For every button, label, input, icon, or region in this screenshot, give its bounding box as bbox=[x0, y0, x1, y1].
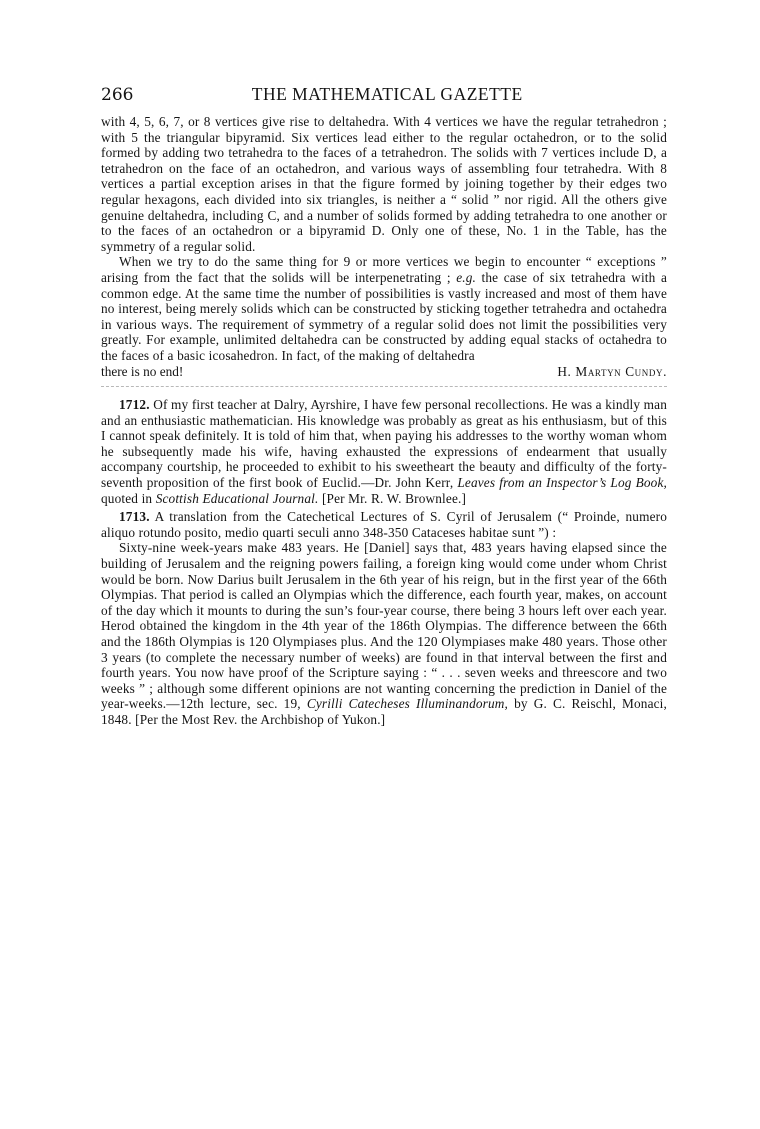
note-1713-intro-text: A translation from the Catechetical Lectures of S. Cyril of Jerusalem (“ Proinde, numero aliquo rotundo posito, medio quarti seculi anno 348-350 Cataceses habitae sunt ”) : bbox=[101, 509, 667, 540]
page-number: 266 bbox=[101, 85, 134, 105]
author-signature: H. Martyn Cundy. bbox=[557, 363, 667, 379]
note-1713-body bbox=[101, 540, 667, 727]
article-last-line: there is no end! bbox=[101, 363, 184, 379]
journal-title: THE MATHEMATICAL GAZETTE bbox=[251, 84, 523, 104]
note-1713-body-b: by G. C. Reischl, Monaci, 1848. [Per the Most Rev. the Archbishop of Yukon.] bbox=[101, 696, 667, 727]
note-1712-text-c: [Per Mr. R. W. Brownlee.] bbox=[318, 490, 467, 506]
note-1712-book-title: Leaves from an Inspector’s Log Book, bbox=[457, 475, 668, 491]
article-paragraph-2 bbox=[101, 254, 667, 363]
article-p2-eg: e.g. bbox=[456, 269, 476, 285]
article-continuation bbox=[101, 114, 667, 379]
section-divider bbox=[101, 386, 667, 387]
article-p2-text-b: the case of six tetrahedra with a common edge. At the same time the number of possibilities is vastly increased and most of them have no interest, being merely solids which can be constructed by sticking together tetrahedra and octahedra in various ways. The requirement of symmetry of a regular solid does not limit the possibilities very greatly. For example, unlimited deltahedra can be constructed by adding equal stacks of octahedra to the faces of a basic icosahedron. In fact, of the making of deltahedra bbox=[101, 269, 667, 363]
article-paragraph-1: with 4, 5, 6, 7, or 8 vertices give rise to deltahedra. With 4 vertices we have the regular tetrahedron ; with 5 the triangular bipyramid. Six vertices lead either to the regular octahedron, or to the solid formed by adding two tetrahedra to the faces of a tetrahedron. The solids with 7 vertices include D, a tetrahedron on the face of an octahedron, and various ways of assembling four tetrahedra. With 8 vertices a partial exception arises in that the figure formed by joining together by their edges two regular hexagons, each divided into six triangles, is neither a “ solid ” nor rigid. All the others give genuine deltahedra, including C, and a number of solids formed by adding tetrahedra to one another or to the faces of an octahedron or a bipyramid D. Only one of these, No. 1 in the Table, has the symmetry of a regular solid. bbox=[101, 114, 667, 254]
note-1713 bbox=[101, 509, 667, 727]
running-header bbox=[101, 84, 667, 114]
note-1712-journal-title: Scottish Educational Journal. bbox=[155, 490, 319, 506]
note-1712 bbox=[101, 397, 667, 506]
note-1712-paragraph bbox=[101, 397, 667, 506]
note-1712-text-b: quoted in bbox=[101, 490, 156, 506]
article-closing-line bbox=[101, 364, 667, 380]
note-1713-source-title: Cyrilli Catecheses Illuminandorum, bbox=[306, 696, 509, 712]
note-1712-text-a: Of my first teacher at Dalry, Ayrshire, I have few personal recollections. He was a kindly man and an enthusiastic mathematician. His knowledge was probably as great as his enthusiasm, but of this I cannot speak definitely. It is told of him that, when paying his addresses to the worthy woman whom he subsequently made his wife, having exhausted the expressions of endearment that usually accompany courtship, he proceeded to exhibit to his sweetheart the beauty and difficulty of the forty-seventh proposition of the first book of Euclid.—Dr. John Kerr, bbox=[101, 397, 667, 491]
note-1713-body-a: Sixty-nine week-years make 483 years. He [Daniel] says that, 483 years having elapsed since the building of Jerusalem and the reigning powers failing, a foreign king would come under whom Christ would be born. Now Darius built Jerusalem in the 6th year of his reign, but in the first year of the 66th Olympias. That period is called an Olympias which the difference, each fourth year, makes, on account of the day which it mounts to during the sun’s four-year course, there being 3 hours left over each year. Herod obtained the kingdom in the 4th year of the 186th Olympias. The difference between the 66th and the 186th Olympias is 120 Olympiases plus. And the 120 Olympiases make 480 years. Those other 3 years (to complete the necessary number of weeks) are found in that interval between the first and fourth years. You now have proof of the Scripture saying : “ . . . seven weeks and threescore and two weeks ” ; although some different opinions are not wanting concerning the prediction in Daniel of the year-weeks.—12th lecture, sec. 19, bbox=[101, 540, 667, 712]
note-1712-number: 1712. bbox=[119, 397, 150, 413]
article-p2-text-a: When we try to do the same thing for 9 or more vertices we begin to encounter “ exceptions ” arising from the fact that the solids will be interpenetrating ; bbox=[101, 254, 667, 285]
note-1713-number: 1713. bbox=[119, 509, 150, 525]
page bbox=[101, 84, 667, 728]
note-1713-intro bbox=[101, 509, 667, 540]
